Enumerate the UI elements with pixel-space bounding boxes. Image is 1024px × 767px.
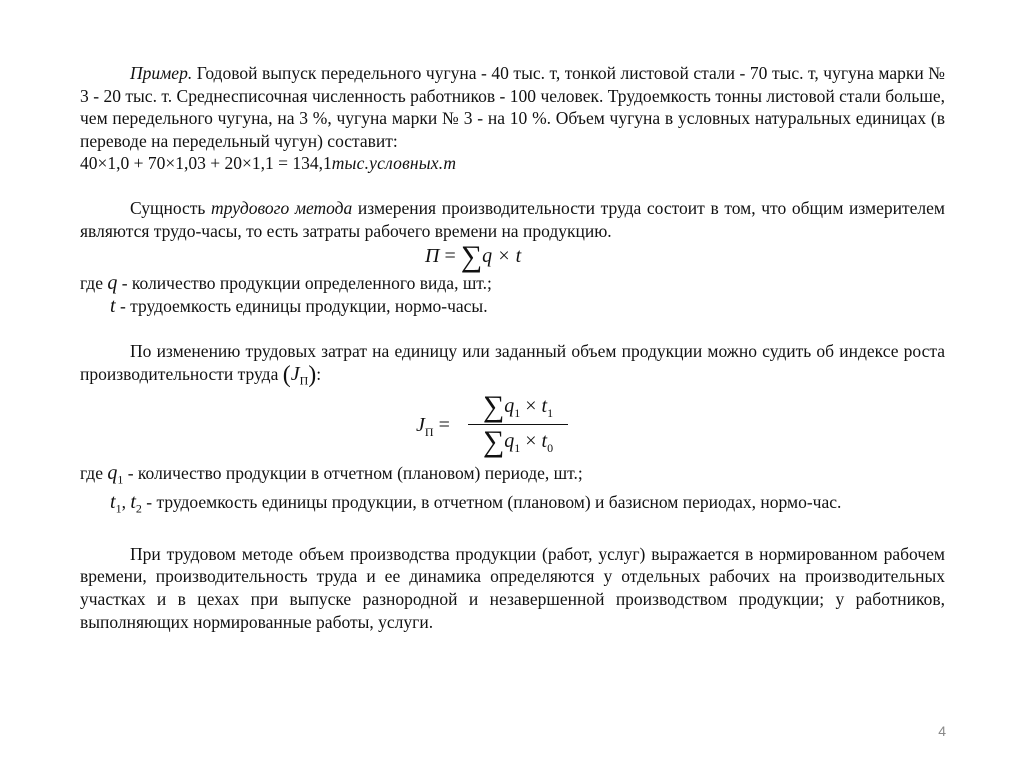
- index-symbol-sub: П: [299, 373, 309, 388]
- labor-method-paragraph: [80, 197, 945, 242]
- labor-method-text-start: Сущность: [130, 197, 212, 218]
- definition-t2-sub: 2: [135, 501, 142, 516]
- numerator-sum-icon: ∑: [482, 389, 505, 423]
- conversion-equation: [80, 152, 945, 175]
- index-paragraph: По изменению трудовых затрат на единицу или заданный объем продукции можно судить об индексе роста производительности труда $(J_П)$:: [80, 341, 945, 388]
- sum-icon: ∑: [460, 240, 483, 274]
- denominator-q: q: [504, 429, 515, 452]
- formula2-lhs-sub: П: [424, 424, 434, 439]
- index-paragraph-tail: :: [316, 363, 322, 384]
- formula1-lhs: П: [425, 245, 440, 268]
- index-symbol: J: [290, 362, 300, 385]
- numerator-q-sub: 1: [514, 405, 521, 420]
- denominator-t-sub: 0: [547, 440, 554, 455]
- definition-q1: [80, 462, 945, 492]
- conversion-equation-numbers: 40×1,0 + 70×1,03 + 20×1,1 = 134,1: [80, 153, 332, 174]
- definition-q1-prefix: где: [80, 462, 108, 483]
- labor-method-summary-paragraph: При трудовом методе объем производства продукции (работ, услуг) выражается в нормированном рабочем времени, производительность труда и ее динамика определяются у отдельных рабочих на производительных участках и в цехах при выпуске разнородной и незавершенной производством продукции; у работников, выполняющих нормированные работы, услуги.: [80, 543, 945, 632]
- definition-q: [80, 272, 945, 295]
- definition-q1-var: q: [107, 461, 118, 484]
- definition-t-text: - трудоемкость единицы продукции, нормо-часы.: [115, 296, 488, 317]
- numerator-t: t: [541, 394, 548, 417]
- fraction-numerator: [468, 389, 568, 423]
- document-page: [80, 62, 945, 633]
- formula1-body: q × t: [482, 245, 522, 268]
- fraction-denominator: [468, 424, 568, 458]
- definition-t-var: t: [110, 295, 116, 318]
- example-lead: Пример.: [130, 63, 193, 83]
- definition-t2-var: t: [130, 491, 136, 514]
- definition-t-sep: ,: [121, 492, 131, 513]
- numerator-op: ×: [520, 394, 542, 417]
- numerator-q: q: [504, 394, 515, 417]
- definition-q1-text: - количество продукции в отчетном (плановом) периоде, шт.;: [123, 462, 583, 483]
- definition-q-text: - количество продукции определенного вида, шт.;: [117, 273, 492, 294]
- definition-q-prefix: где: [80, 273, 108, 294]
- index-paragraph-text: По изменению трудовых затрат на единицу или заданный объем продукции можно судить об индексе роста производительности труда: [80, 341, 945, 384]
- definition-t1-t2: [110, 491, 945, 521]
- denominator-t: t: [541, 429, 548, 452]
- definition-q1-sub: 1: [117, 472, 124, 487]
- index-formula: [80, 389, 945, 462]
- denominator-q-sub: 1: [514, 440, 521, 455]
- definition-t1-var: t: [110, 491, 116, 514]
- formula2-eq: =: [433, 413, 450, 436]
- productivity-formula: [80, 242, 945, 272]
- conversion-equation-unit: тыс.условных.т: [331, 153, 457, 174]
- definition-q-var: q: [107, 272, 118, 295]
- definition-t: [110, 295, 945, 318]
- denominator-op: ×: [520, 429, 542, 452]
- denominator-sum-icon: ∑: [482, 424, 505, 458]
- example-text: Годовой выпуск передельного чугуна - 40 тыс. т, тонкой листовой стали - 70 тыс. т, чугуна марки № 3 - 20 тыс. т. Среднесписочная численность работников - 100 человек. Трудоемкость тонны листовой стали больше, чем передельного чугуна, на 3 %, чугуна марки № 3 - на 10 %. Объем чугуна в условных натуральных единицах (в переводе на передельный чугун) составит:: [80, 63, 945, 151]
- labor-method-term: трудового метода: [211, 197, 353, 218]
- labor-method-text-end: измерения производительности труда состоит в том, что общим измерителем являются трудо-часы, то есть затраты рабочего времени на продукцию.: [80, 197, 945, 241]
- index-fraction: [468, 389, 568, 458]
- formula2-lhs: J: [416, 413, 425, 436]
- example-paragraph: [80, 62, 945, 152]
- formula1-eq: =: [439, 245, 461, 268]
- definition-t1-sub: 1: [115, 501, 122, 516]
- definition-t1-t2-text: - трудоемкость единицы продукции, в отчетном (плановом) и базисном периодах, нормо-час.: [141, 492, 842, 513]
- numerator-t-sub: 1: [547, 405, 554, 420]
- page-number: 4: [938, 723, 946, 739]
